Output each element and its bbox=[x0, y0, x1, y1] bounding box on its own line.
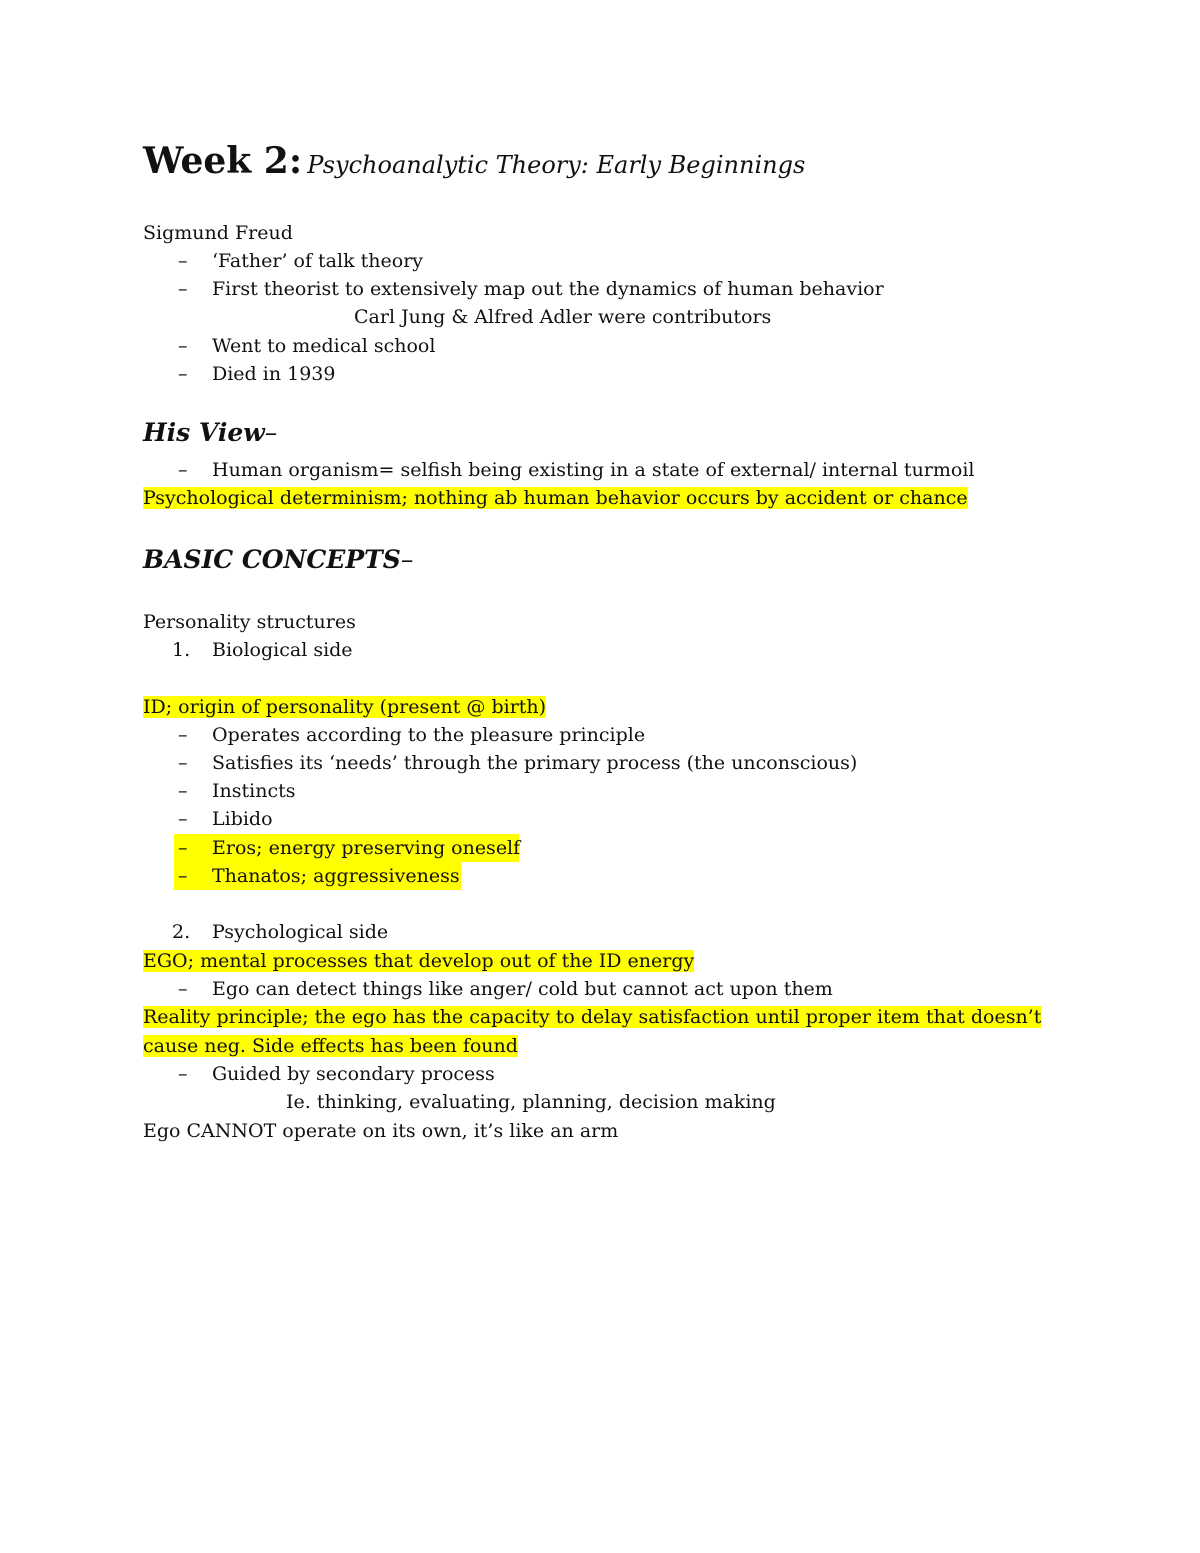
bullet-dash: – bbox=[178, 724, 188, 746]
reality-line-2 bbox=[143, 1032, 518, 1060]
reality-line-1 bbox=[143, 1003, 1041, 1031]
ego-line bbox=[143, 947, 694, 975]
concepts-heading-text: BASIC CONCEPTS bbox=[143, 545, 401, 574]
freud-bullet-2 bbox=[0, 275, 1200, 303]
secondary-subnote: Ie. thinking, evaluating, planning, decision making bbox=[286, 1091, 776, 1113]
bullet-dash: – bbox=[178, 278, 188, 300]
bullet-text: Satisfies its ‘needs’ through the primary process (the unconscious) bbox=[212, 752, 858, 774]
highlighted-text: EGO; mental processes that develop out of the ID energy bbox=[143, 950, 695, 972]
highlighted-text: Reality principle; the ego has the capacity to delay satisfaction until proper item that doesn’t bbox=[143, 1006, 1042, 1028]
bullet-dash: – bbox=[178, 459, 188, 481]
item-number: 2. bbox=[172, 921, 191, 943]
freud-name: Sigmund Freud bbox=[143, 222, 293, 244]
item-text: Biological side bbox=[212, 639, 353, 661]
bullet-dash: – bbox=[178, 752, 188, 774]
title-week: Week 2: bbox=[143, 140, 303, 182]
freud-subnote: Carl Jung & Alfred Adler were contributors bbox=[354, 306, 772, 328]
highlighted-text: cause neg. Side effects has been found bbox=[143, 1035, 518, 1057]
bullet-dash: – bbox=[178, 363, 188, 385]
id-bullet-2 bbox=[0, 749, 1200, 777]
bullet-dash: – bbox=[178, 780, 188, 802]
bullet-text: Libido bbox=[212, 808, 273, 830]
title-subtitle: Psychoanalytic Theory: Early Beginnings bbox=[307, 151, 806, 179]
bullet-text: Died in 1939 bbox=[212, 363, 336, 385]
bullet-text: Eros; energy preserving oneself bbox=[212, 837, 521, 859]
item-number: 1. bbox=[172, 639, 191, 661]
concepts-heading bbox=[143, 545, 413, 574]
view-heading bbox=[143, 418, 277, 447]
page-title bbox=[143, 140, 805, 182]
bullet-dash: – bbox=[178, 808, 188, 830]
id-hl-bullet-2 bbox=[174, 862, 461, 890]
secondary-bullet bbox=[0, 1060, 1200, 1088]
bullet-text: Instincts bbox=[212, 780, 296, 802]
id-hl-bullet-1 bbox=[174, 834, 519, 862]
id-bullet-4 bbox=[0, 805, 1200, 833]
view-bullet bbox=[0, 456, 1200, 484]
freud-bullet-4 bbox=[0, 360, 1200, 388]
view-heading-text: His View bbox=[143, 418, 265, 447]
final-line: Ego CANNOT operate on its own, it’s like an arm bbox=[143, 1120, 619, 1142]
freud-bullet-3 bbox=[0, 332, 1200, 360]
numbered-item-2 bbox=[0, 918, 1200, 946]
highlighted-text: ID; origin of personality (present @ birth) bbox=[143, 696, 547, 718]
bullet-text: First theorist to extensively map out the dynamics of human behavior bbox=[212, 278, 884, 300]
bullet-text: Guided by secondary process bbox=[212, 1063, 495, 1085]
bullet-dash: – bbox=[178, 1063, 188, 1085]
id-bullet-3 bbox=[0, 777, 1200, 805]
id-line bbox=[143, 693, 546, 721]
id-bullet-1 bbox=[0, 721, 1200, 749]
ego-bullet bbox=[0, 975, 1200, 1003]
bullet-text: Ego can detect things like anger/ cold but cannot act upon them bbox=[212, 978, 833, 1000]
highlighted-text: Psychological determinism; nothing ab human behavior occurs by accident or chance bbox=[143, 487, 968, 509]
bullet-dash: – bbox=[178, 978, 188, 1000]
numbered-item-1 bbox=[0, 636, 1200, 664]
bullet-text: ‘Father’ of talk theory bbox=[212, 250, 424, 272]
bullet-text: Operates according to the pleasure principle bbox=[212, 724, 646, 746]
view-highlight bbox=[143, 484, 968, 512]
view-heading-dash: – bbox=[264, 418, 278, 447]
bullet-dash: – bbox=[178, 335, 188, 357]
bullet-dash: – bbox=[178, 837, 188, 859]
personality-structures: Personality structures bbox=[143, 611, 356, 633]
bullet-text: Human organism= selfish being existing in a state of external/ internal turmoil bbox=[212, 459, 975, 481]
bullet-text: Thanatos; aggressiveness bbox=[212, 865, 460, 887]
bullet-text: Went to medical school bbox=[212, 335, 436, 357]
bullet-dash: – bbox=[178, 865, 188, 887]
item-text: Psychological side bbox=[212, 921, 389, 943]
bullet-dash: – bbox=[178, 250, 188, 272]
concepts-heading-dash: – bbox=[400, 545, 414, 574]
freud-bullet-1 bbox=[0, 247, 1200, 275]
